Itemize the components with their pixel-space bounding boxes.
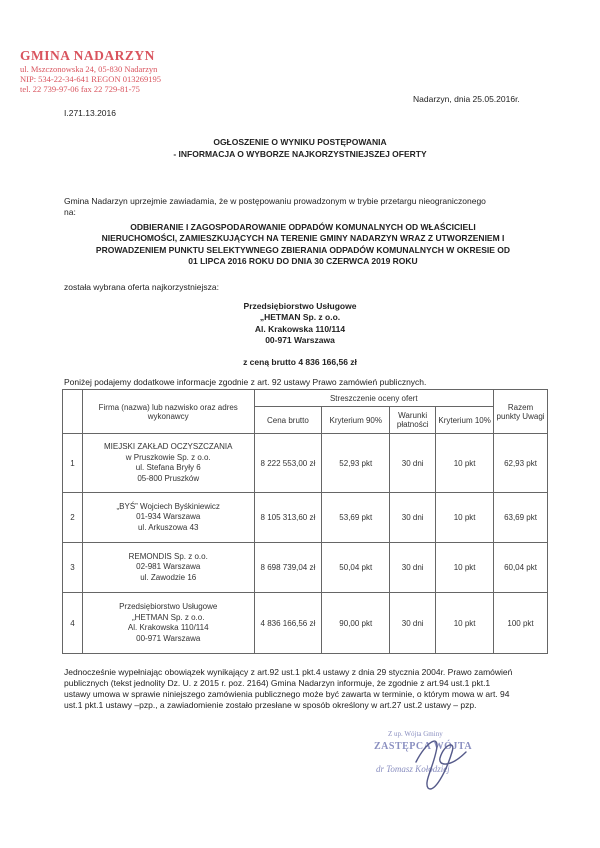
reference-number: I.271.13.2016: [64, 108, 116, 118]
title-line-2: - INFORMACJA O WYBORZE NAJKORZYSTNIEJSZEJ OFERTY: [173, 149, 427, 159]
row-criterion-10: 10 pkt: [436, 493, 494, 543]
title-line-1: OGŁOSZENIE O WYNIKU POSTĘPOWANIA: [213, 137, 387, 147]
firm-line: MIEJSKI ZAKŁAD OCZYSZCZANIA: [103, 442, 233, 451]
firm-line: ul. Stefana Bryły 6: [135, 463, 201, 472]
signature-name: dr Tomasz Kołodziej: [376, 764, 450, 774]
procurement-subject: [64, 222, 542, 267]
row-criterion-90: 90,00 pkt: [322, 593, 390, 654]
row-criterion-10: 10 pkt: [436, 593, 494, 654]
row-payment-terms: 30 dni: [390, 543, 436, 593]
winning-offer: [150, 301, 450, 346]
stamp-tel: tel. 22 739-97-06 fax 22 729-81-75: [20, 84, 140, 94]
closing-line: Jednocześnie wypełniając obowiązek wynikający z art.92 ust.1 pkt.4 ustawy z dnia 29 stycznia 2004r. Prawo zamówień: [64, 667, 513, 677]
row-total: 63,69 pkt: [494, 493, 548, 543]
subject-line: ODBIERANIE I ZAGOSPODAROWANIE ODPADÓW KOMUNALNYCH OD WŁAŚCICIELI: [130, 222, 476, 232]
row-payment-terms: 30 dni: [390, 593, 436, 654]
row-criterion-10: 10 pkt: [436, 434, 494, 493]
firm-line: „BYŚ” Wojciech Byśkiniewicz: [116, 501, 220, 511]
closing-line: ustawy umowa w sprawie niniejszego zamówienia publicznego może być zawarta w terminie, o którym mowa w art. 94: [64, 689, 510, 699]
header-payment-terms: Warunki płatności: [390, 407, 436, 434]
table-row: [63, 493, 548, 543]
firm-line: ul. Arkuszowa 43: [137, 522, 199, 532]
signature-title: ZASTĘPCA WÓJTA: [374, 741, 473, 752]
handwritten-signature: [396, 722, 476, 794]
firm-line: ul. Zawodzie 16: [140, 572, 197, 582]
winner-line: Al. Krakowska 110/114: [254, 323, 346, 334]
row-price: 8 698 739,04 zł: [254, 543, 322, 593]
header-total: Razem punkty Uwagi: [494, 390, 548, 434]
row-firm: [82, 493, 254, 543]
winner-line: Przedsiębiorstwo Usługowe: [243, 301, 357, 311]
row-payment-terms: 30 dni: [390, 493, 436, 543]
firm-line: REMONDIS Sp. z o.o.: [128, 551, 208, 561]
firm-line: Al. Krakowska 110/114: [127, 623, 209, 632]
table-row: [63, 543, 548, 593]
row-number: 4: [63, 593, 83, 654]
firm-line: 02-981 Warszawa: [136, 562, 201, 572]
table-header-row: [63, 390, 548, 407]
firm-line: w Pruszkowie Sp. z o.o.: [125, 452, 211, 462]
document-title: [120, 136, 480, 160]
row-firm: [82, 434, 254, 493]
row-firm: [82, 593, 254, 654]
header-criterion-10: Kryterium 10%: [436, 407, 494, 434]
winner-line: 00-971 Warszawa: [265, 334, 335, 345]
row-criterion-10: 10 pkt: [436, 543, 494, 593]
row-number: 3: [63, 543, 83, 593]
header-price: Cena brutto: [254, 407, 322, 434]
stamp-address: ul. Mszczonowska 24, 05-830 Nadarzyn: [20, 64, 158, 74]
winner-line: „HETMAN Sp. z o.o.: [259, 312, 341, 323]
closing-paragraph: [64, 667, 512, 711]
firm-line: Przedsiębiorstwo Usługowe: [119, 602, 218, 611]
table-row: [63, 593, 548, 654]
row-firm: [82, 543, 254, 593]
table-row: [63, 434, 548, 493]
table-intro: Poniżej podajemy dodatkowe informacje zgodnie z art. 92 ustawy Prawo zamówień publicznych.: [64, 377, 427, 387]
closing-line: publicznych (tekst jednolity Dz. U. z 2015 r. poz. 2164) Gmina Nadarzyn informuje, że zgodnie z art.94 ust.1 pkt.1: [64, 678, 491, 688]
intro-line-2: na:: [64, 207, 76, 217]
document-date: Nadarzyn, dnia 25.05.2016r.: [413, 94, 520, 104]
selected-offer-intro: została wybrana oferta najkorzystniejsza:: [64, 282, 219, 292]
header-firm: Firma (nazwa) lub nazwisko oraz adres wykonawcy: [82, 390, 254, 434]
row-criterion-90: 53,69 pkt: [322, 493, 390, 543]
row-number: 1: [63, 434, 83, 493]
stamp-nip: NIP: 534-22-34-641 REGON 013269195: [20, 74, 161, 84]
offers-table: [62, 389, 548, 654]
intro-paragraph: [64, 196, 486, 218]
firm-line: 01-934 Warszawa: [136, 512, 201, 522]
header-criterion-90: Kryterium 90%: [322, 407, 390, 434]
gmina-stamp: [20, 48, 161, 94]
subject-line: PROWADZENIEM PUNKTU SELEKTYWNEGO ZBIERANIA ODPADÓW KOMUNALNYCH W OKRESIE OD: [95, 244, 511, 255]
row-total: 60,04 pkt: [494, 543, 548, 593]
subject-line: 01 LIPCA 2016 ROKU DO DNIA 30 CZERWCA 2019 ROKU: [188, 255, 418, 266]
subject-line: NIERUCHOMOŚCI, ZAMIESZKUJĄCYCH NA TERENIE GMINY NADARZYN WRAZ Z UTWORZENIEM I: [101, 233, 505, 244]
row-criterion-90: 50,04 pkt: [322, 543, 390, 593]
firm-line: 00-971 Warszawa: [136, 633, 201, 643]
row-total: 100 pkt: [494, 593, 548, 654]
signature-authority: Z up. Wójta Gminy: [388, 730, 443, 738]
row-number: 2: [63, 493, 83, 543]
row-total: 62,93 pkt: [494, 434, 548, 493]
intro-line-1: Gmina Nadarzyn uprzejmie zawiadamia, że w postępowaniu prowadzonym w trybie przetargu nieograniczonego: [64, 196, 486, 206]
row-price: 8 105 313,60 zł: [254, 493, 322, 543]
closing-line: ust.1 pkt.1 ustawy –pzp., a zawiadomienie zostało przesłane w sposób określony w art.27 ust.2 ustawy – pzp.: [64, 700, 477, 710]
firm-line: „HETMAN Sp. z o.o.: [131, 612, 205, 622]
row-criterion-90: 52,93 pkt: [322, 434, 390, 493]
stamp-name: GMINA NADARZYN: [20, 48, 155, 63]
row-price: 8 222 553,00 zł: [254, 434, 322, 493]
row-payment-terms: 30 dni: [390, 434, 436, 493]
row-price: 4 836 166,56 zł: [254, 593, 322, 654]
firm-line: 05-800 Pruszków: [137, 473, 200, 483]
header-summary: Streszczenie oceny ofert: [254, 390, 494, 407]
header-number: [63, 390, 83, 434]
winning-price: z ceną brutto 4 836 166,56 zł: [243, 357, 357, 367]
